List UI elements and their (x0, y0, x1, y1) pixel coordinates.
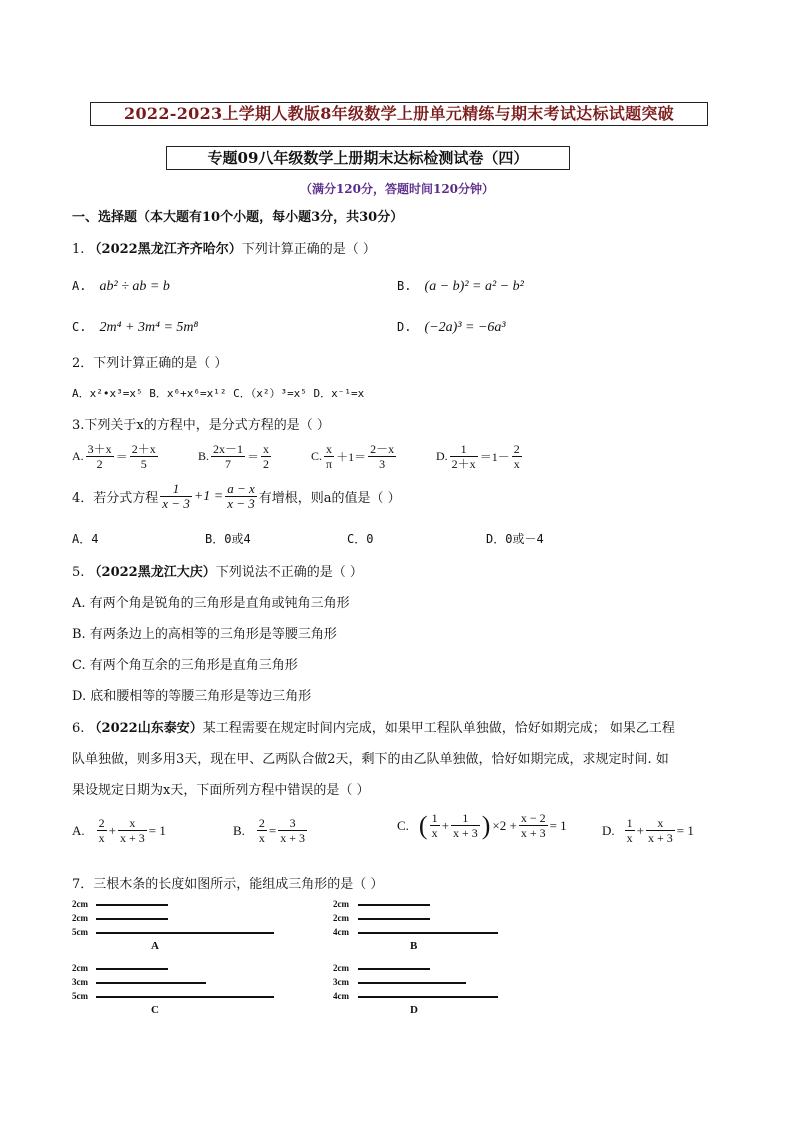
series-title: 2022-2023上学期人教版8年级数学上册单元精练与期末考试达标试题突破 (90, 102, 708, 126)
stick (96, 996, 274, 998)
stick (96, 932, 274, 934)
question-source: （2022黑龙江齐齐哈尔） (88, 242, 242, 257)
option-b: B. $\frac{2x-1}{7}$ ＝ $\frac{x}{2}$ (198, 442, 270, 471)
question-6-line2: 队单独做，则多用3天，现在甲、乙两队合做2天，剩下的由乙队单独做，恰好如期完成，求规定时间. 如 (72, 752, 669, 767)
stick (96, 968, 168, 970)
stick (358, 918, 430, 920)
exam-info: （满分120分，答题时间120分钟） (299, 182, 495, 196)
option-c: C. $\frac{x}{\pi}$ ＋1＝ $\frac{2-x}{3}$ (311, 442, 395, 471)
question-7: 7．三根木条的长度如图所示，能组成三角形的是（ ） (72, 877, 384, 892)
question-4: 4．若分式方程 $\frac{1}{x - 3}$ +1 = $\frac{a - x}{x - 3}$ 有增根，则a的值是（ ） (72, 481, 401, 511)
question-2-options: A．x²•x³=x⁵ B．x⁶+x⁶=x¹² C．（x²）³=x⁵ D．x⁻¹=x (72, 387, 365, 400)
stick (96, 918, 168, 920)
question-5: 5. （2022黑龙江大庆）下列说法不正确的是（ ） (72, 565, 363, 580)
option-c: C. 2m⁴ + 3m⁴ = 5m⁸ (72, 320, 199, 335)
question-number: 1. (72, 242, 85, 257)
option-d: D. 底和腰相等的等腰三角形是等边三角形 (72, 689, 312, 704)
option-a: A. 有两个角是锐角的三角形是直角或钝角三角形 (72, 596, 350, 611)
option-b: B. 有两条边上的高相等的三角形是等腰三角形 (72, 627, 337, 642)
stick (358, 932, 498, 934)
stick (358, 904, 430, 906)
option-c: C. 有两个角互余的三角形是直角三角形 (72, 658, 298, 673)
option-b: B. $\frac{2}{x}$ = $\frac{3}{x + 3}$ (233, 816, 306, 845)
question-stem: 下列计算正确的是（ ） (241, 242, 376, 257)
stick (358, 982, 466, 984)
paper-title: 专题09八年级数学上册期末达标检测试卷（四） (166, 146, 570, 170)
option-a: A. $\frac{2}{x}$ + $\frac{x}{x + 3}$ = 1 (72, 816, 166, 845)
option-c: C．0 (347, 532, 374, 546)
option-b: B. (a − b)² = a² − b² (397, 279, 524, 294)
option-d: D．0或－4 (486, 532, 544, 546)
option-d: D. $\frac{1}{2+x}$ ＝1－ $\frac{2}{x}$ (436, 442, 520, 471)
option-d: D. (−2a)³ = −6a³ (397, 320, 506, 335)
option-b: B．0或4 (205, 532, 251, 546)
question-3: 3.下列关于x的方程中，是分式方程的是（ ） (72, 418, 330, 433)
question-1 (72, 238, 376, 257)
option-a: A. $\frac{3+x}{2}$ ＝ $\frac{2+x}{5}$ (72, 442, 156, 471)
stick (96, 982, 206, 984)
stick (96, 904, 168, 906)
question-6-line3: 果设规定日期为x天，下面所列方程中错误的是（ ） (72, 783, 370, 798)
stick (358, 968, 430, 970)
option-c: C. ( $\frac{1}{x}$ + $\frac{1}{x + 3}$ ) ×2 + $\frac{x - 2}{x + 3}$ = 1 (397, 810, 567, 840)
option-a: A. ab² ÷ ab = b (72, 279, 170, 294)
question-6: 6. （2022山东泰安）某工程需要在规定时间内完成，如果甲工程队单独做，恰好如期完成； 如果乙工程 (72, 721, 675, 736)
section-heading: 一、选择题（本大题有10个小题，每小题3分，共30分） (72, 210, 404, 225)
question-2: 2．下列计算正确的是（ ） (72, 356, 228, 371)
option-a: A．4 (72, 532, 99, 546)
stick (358, 996, 498, 998)
option-d: D. $\frac{1}{x}$ + $\frac{x}{x + 3}$ = 1 (602, 816, 694, 845)
